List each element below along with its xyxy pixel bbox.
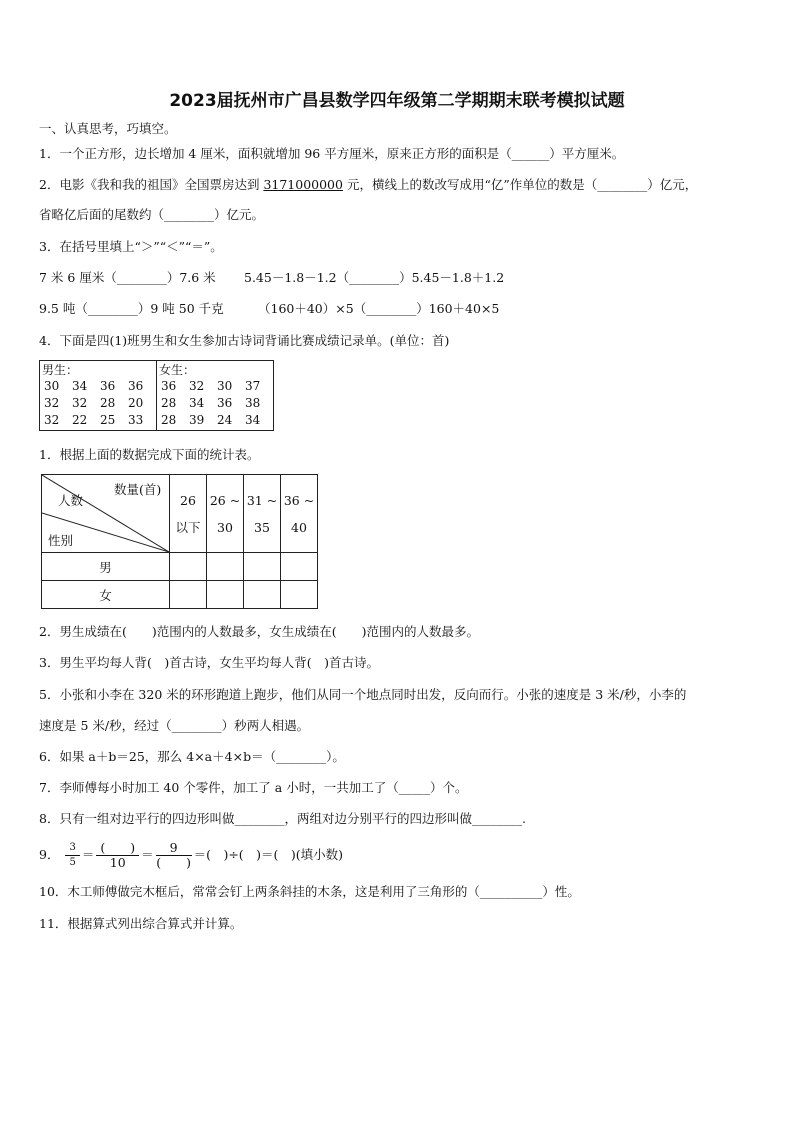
q3-item-c: 9.5 吨（________）9 吨 50 千克: [39, 301, 224, 316]
col-header-range-3: 31 ~ 35: [244, 475, 281, 553]
blank-cell[interactable]: [244, 553, 281, 581]
statistics-table: [41, 474, 318, 609]
score-cell: 20: [128, 396, 144, 410]
header-people-label: 人数: [58, 493, 84, 508]
question-6: 6．如果 a＋b＝25，那么 4×a＋4×b＝（________）。: [39, 749, 345, 764]
score-cell: 28: [161, 413, 177, 427]
score-cell: 33: [128, 413, 144, 427]
score-cell: 34: [245, 413, 261, 427]
equals-sign: ＝: [141, 847, 154, 862]
girls-label: 女生：: [159, 363, 196, 377]
col-header-range-1: 26 以下: [170, 475, 207, 553]
row-label-girls: 女: [42, 581, 170, 609]
question-7: 7．李师傅每小时加工 40 个零件，加工了 a 小时，一共加工了（_____）个。: [39, 780, 468, 795]
score-cell: 28: [100, 396, 116, 410]
blank-cell[interactable]: [244, 581, 281, 609]
q4-sub3: 3．男生平均每人背( )首古诗，女生平均每人背( )首古诗。: [39, 655, 379, 670]
question-10: 10．木工师傅做完木框后，常常会钉上两条斜挂的木条，这是利用了三角形的（__________）性。: [39, 884, 580, 899]
question-4-heading: 4．下面是四(1)班男生和女生参加古诗词背诵比赛成绩记录单。(单位：首): [39, 333, 450, 348]
blank-cell[interactable]: [281, 553, 318, 581]
q3-item-d: （160＋40）×5（________）160＋40×5: [258, 301, 500, 316]
question-1: 1．一个正方形，边长增加 4 厘米，面积就增加 96 平方厘米，原来正方形的面积是（______）平方厘米。: [39, 146, 625, 161]
equals-sign: ＝: [81, 847, 95, 862]
row-label-boys: 男: [42, 553, 170, 581]
blank-cell[interactable]: [170, 581, 207, 609]
q3-item-b: 5.45－1.8－1.2（________）5.45－1.8＋1.2: [244, 270, 505, 285]
score-cell: 36: [100, 379, 116, 393]
q2-after: 元，横线上的数改写成用“亿”作单位的数是（________）亿元，: [342, 177, 698, 192]
q2-before: 2．电影《我和我的祖国》全国票房达到: [39, 177, 264, 192]
header-gender-label: 性别: [48, 533, 74, 548]
q4-sub1: 1．根据上面的数据完成下面的统计表。: [39, 447, 260, 462]
score-cell: 37: [245, 379, 261, 393]
col-header-range-4: 36 ~ 40: [281, 475, 318, 553]
blank-cell[interactable]: [170, 553, 207, 581]
score-cell: 32: [189, 379, 205, 393]
score-cell: 22: [72, 413, 88, 427]
q2-number: 3171000000: [263, 177, 343, 192]
fraction-9-blank: $\frac{9}{( )}$: [156, 840, 191, 870]
fraction-3-5: $\frac{3}{5}$: [65, 841, 79, 870]
question-2-line1: [39, 177, 697, 193]
q9-tail: ＝( )÷( )＝( )(填小数): [193, 847, 344, 862]
score-cell: 36: [128, 379, 144, 393]
q3-item-a: 7 米 6 厘米（________）7.6 米: [39, 270, 216, 285]
score-cell: 30: [44, 379, 60, 393]
score-cell: 36: [161, 379, 177, 393]
question-11: 11．根据算式列出综合算式并计算。: [39, 916, 243, 931]
question-9: [39, 838, 343, 872]
score-cell: 34: [72, 379, 88, 393]
question-2-line2: 省略亿后面的尾数约（________）亿元。: [39, 207, 265, 222]
diagonal-header-cell: [42, 475, 170, 553]
q4-sub2: 2．男生成绩在( )范围内的人数最多，女生成绩在( )范围内的人数最多。: [39, 624, 479, 639]
score-cell: 30: [217, 379, 233, 393]
score-cell: 38: [245, 396, 261, 410]
score-cell: 24: [217, 413, 233, 427]
blank-cell[interactable]: [281, 581, 318, 609]
score-cell: 25: [100, 413, 116, 427]
score-cell: 36: [217, 396, 233, 410]
question-5-line2: 速度是 5 米/秒，经过（________）秒两人相遇。: [39, 718, 310, 733]
score-cell: 34: [189, 396, 205, 410]
question-8: 8．只有一组对边平行的四边形叫做________，两组对边分别平行的四边形叫做________.: [39, 811, 526, 826]
score-cell: 32: [44, 396, 60, 410]
score-record-table: [39, 360, 274, 431]
section-heading: 一、认真思考，巧填空。: [39, 121, 177, 136]
page-title: 2023届抚州市广昌县数学四年级第二学期期末联考模拟试题: [169, 91, 625, 111]
score-cell: 32: [44, 413, 60, 427]
blank-cell[interactable]: [207, 581, 244, 609]
boys-label: 男生：: [42, 363, 79, 377]
score-cell: 32: [72, 396, 88, 410]
col-header-range-2: 26 ~ 30: [207, 475, 244, 553]
score-cell: 28: [161, 396, 177, 410]
question-3-heading: 3．在括号里填上“＞”“＜”“＝”。: [39, 239, 223, 254]
question-5-line1: 5．小张和小李在 320 米的环形跑道上跑步，他们从同一个地点同时出发，反向而行。小张的速度是 3 米/秒，小李的: [39, 687, 687, 702]
score-cell: 39: [189, 413, 205, 427]
blank-cell[interactable]: [207, 553, 244, 581]
header-count-label: 数量(首): [114, 482, 162, 497]
q9-number: 9．: [39, 847, 60, 862]
boys-scores: [40, 361, 157, 431]
fraction-blank-10: $\frac{( )}{10}$: [96, 841, 139, 870]
girls-scores: [157, 361, 274, 431]
